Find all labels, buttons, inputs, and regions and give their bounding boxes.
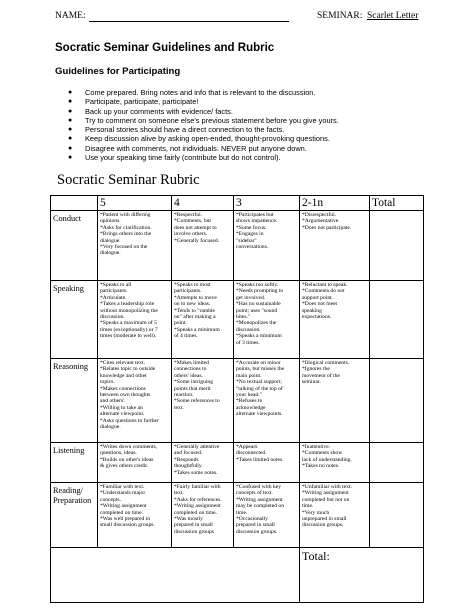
rubric-table — [50, 195, 424, 603]
rubric-cell-line: alternate viewpoints. — [236, 411, 283, 418]
rubric-category: Reasoning — [51, 359, 98, 443]
rubric-cell-line: *Disrespectful. — [302, 212, 337, 218]
rubric-cell-line: *Writes down comments, — [100, 444, 158, 450]
rubric-cell-line: disconnected. — [236, 450, 267, 457]
rubric-cell-line: and focused. — [174, 450, 203, 457]
rubric-cell-line: concepts. — [100, 496, 121, 503]
rubric-cell-line: involve others. — [174, 231, 208, 238]
rubric-cell-line: dialogue. — [100, 250, 121, 257]
rubric-cell-line: movement of the — [302, 372, 340, 379]
guideline-text: Personal stories should have a direct connection to the facts. — [85, 125, 285, 135]
rubric-cell-line: completed on time. — [174, 509, 218, 516]
rubric-row-reading-preparation — [51, 483, 424, 548]
rubric-cell-line: *Brings others into the — [100, 231, 152, 238]
rubric-cell-line: times (moderate to well). — [100, 333, 157, 340]
grand-total-label[interactable]: Total: — [300, 548, 424, 603]
guideline-text: Keep discussion alive by asking open-ended, thought-provoking questions. — [85, 134, 330, 144]
rubric-cell-line: dialogue. — [100, 237, 121, 244]
rubric-cell-line: *Tends to "ramble — [174, 307, 216, 314]
header-line — [55, 11, 435, 25]
rubric-cell-line: *Understands major — [100, 490, 146, 497]
guideline-item — [68, 134, 448, 143]
rubric-cell-line: *Does not participate. — [302, 224, 352, 231]
rubric-cell-line: *Occasionally — [236, 516, 268, 523]
rubric-cell — [300, 443, 370, 483]
rubric-cell-line: *Makes limited — [174, 360, 209, 366]
rubric-category-line: Reading/ — [53, 486, 83, 495]
rubric-cell-line: *Appears — [236, 444, 258, 450]
rubric-cell-line: may be completed on — [236, 503, 284, 510]
rubric-cell-line: *Ignores the — [302, 366, 330, 373]
rubric-cell-line: time. — [302, 503, 314, 510]
rubric-cell — [172, 483, 234, 548]
rubric-cell-line: *Does not meet — [302, 301, 338, 308]
rubric-cell-line: discussion. — [100, 314, 125, 321]
guideline-item — [68, 97, 448, 106]
rubric-cell-line: *Takes no notes. — [302, 463, 340, 470]
rubric-cell — [172, 211, 234, 281]
rubric-cell-line: reaction. — [174, 392, 194, 399]
rubric-cell-line: prepared in small — [174, 522, 213, 529]
guideline-item — [68, 125, 448, 134]
rubric-cell — [98, 281, 172, 359]
rubric-cell-line: unprepared in small — [302, 516, 347, 523]
rubric-cell-line: *Speaks to all — [100, 282, 132, 288]
rubric-cell — [98, 359, 172, 443]
seminar-label: SEMINAR: — [317, 11, 363, 21]
rubric-cell-line: *Speaks a minimum — [174, 326, 220, 333]
rubric-cell-line: *Some intriguing — [174, 379, 214, 386]
guideline-text: Back up your comments with evidence/ facts. — [85, 106, 233, 116]
rubric-cell-line: points, but misses the — [236, 366, 285, 373]
rubric-cell-line: *Engages in — [236, 231, 264, 238]
rubric-cell-line: *Was mostly — [174, 516, 203, 523]
guideline-text: Come prepared. Bring notes and info that is relevant to the discussion. — [85, 88, 316, 97]
guideline-item — [68, 88, 448, 97]
rubric-cell-line: *Inattentive. — [302, 444, 331, 450]
rubric-cell-line: *Articulate. — [100, 294, 127, 301]
rubric-cell-line: main point. — [236, 372, 262, 379]
guideline-item — [68, 153, 448, 162]
rubric-header-row — [51, 196, 424, 211]
rubric-total-cell[interactable] — [370, 483, 424, 548]
rubric-cell-line: *Monopolizes the — [236, 320, 277, 327]
rubric-header-2-1n: 2-1n — [300, 196, 370, 211]
rubric-cell-line: *Confused with key — [236, 484, 282, 490]
rubric-cell-line: text. — [174, 404, 184, 411]
rubric-cell-line: discussion groups. — [236, 528, 278, 535]
rubric-cell-line: *Comments show — [302, 450, 343, 457]
rubric-cell-line: completed but not on — [302, 496, 350, 503]
rubric-category: Listening — [51, 443, 98, 483]
rubric-cell — [234, 483, 300, 548]
rubric-cell-line: *Argumentative. — [302, 218, 340, 225]
rubric-cell-line: conversations. — [236, 244, 269, 251]
rubric-cell — [98, 443, 172, 483]
rubric-cell-line: and others'. — [100, 398, 126, 405]
rubric-cell — [234, 211, 300, 281]
rubric-cell — [300, 211, 370, 281]
rubric-cell-line: alternate viewpoint. — [100, 411, 145, 418]
guideline-item — [68, 107, 448, 116]
rubric-cell — [172, 443, 234, 483]
rubric-cell-line: get involved. — [236, 294, 266, 301]
rubric-row-speaking — [51, 281, 424, 359]
rubric-cell-line: *Reluctant to speak. — [302, 282, 348, 288]
name-blank-line — [89, 21, 289, 22]
rubric-cell-line: *Participates but — [236, 212, 274, 218]
rubric-cell-line: "talking of the top of — [236, 385, 283, 392]
rubric-cell-line: participants. — [174, 288, 202, 295]
rubric-cell — [234, 443, 300, 483]
rubric-cell-line: connections to — [174, 366, 207, 373]
rubric-cell-line: *Speaks a minimum — [236, 333, 282, 340]
rubric-cell-line: small discussion groups. — [100, 522, 155, 529]
rubric-cell-line: discussion groups — [174, 528, 214, 535]
rubric-cell-line: *Comments, but — [174, 218, 211, 225]
guideline-text: Use your speaking time fairly (contribute but do not control). — [85, 153, 281, 163]
rubric-cell-line: *Speaks too softly. — [236, 282, 279, 288]
bullet-icon: ● — [68, 98, 73, 106]
guideline-text: Try to comment on someone else's previous statement before you give yours. — [85, 115, 339, 125]
rubric-cell-line: *Responds — [174, 456, 199, 463]
rubric-cell-line: *Asks for clarification. — [100, 224, 152, 231]
rubric-cell-line: *Patient with differing — [100, 212, 151, 218]
rubric-cell-line: lack of understanding. — [302, 456, 352, 463]
rubric-row-listening — [51, 443, 424, 483]
rubric-header-4: 4 — [172, 196, 234, 211]
rubric-title: Socratic Seminar Rubric — [57, 172, 200, 188]
guideline-item — [68, 116, 448, 125]
rubric-header-5: 5 — [98, 196, 172, 211]
bullet-icon: ● — [68, 107, 73, 115]
rubric-cell-line: support point. — [302, 294, 334, 301]
rubric-cell-line: *Very focused on the — [100, 244, 148, 251]
rubric-cell-line: *Attempts to move — [174, 294, 217, 301]
rubric-cell-line: *Willing to take an — [100, 404, 143, 411]
bullet-icon: ● — [68, 144, 73, 152]
rubric-cell-line: *Has no sustainable — [236, 301, 281, 308]
rubric-cell-line: *Fairly familiar with — [174, 484, 221, 490]
rubric-category: Speaking — [51, 281, 98, 359]
rubric-cell-line: *Writing assignment — [236, 496, 283, 503]
rubric-cell-line: speaking — [302, 307, 322, 314]
bullet-icon: ● — [68, 126, 73, 134]
rubric-cell-line: expectations. — [302, 314, 332, 321]
rubric-cell-line: text. — [174, 490, 184, 497]
rubric-total-cell[interactable] — [370, 443, 424, 483]
rubric-cell-line: *Very much — [302, 509, 330, 516]
rubric-cell — [300, 359, 370, 443]
rubric-header-3: 3 — [234, 196, 300, 211]
rubric-cell-line: *Speaks a maximum of 5 — [100, 320, 157, 327]
rubric-cell-line: *Relates topic to outside — [100, 366, 156, 373]
rubric-cell-line: *Writing assignment — [302, 490, 349, 497]
rubric-cell-line: *Takes limited notes. — [236, 456, 284, 463]
rubric-cell-line: participants. — [100, 288, 128, 295]
rubric-cell — [234, 359, 300, 443]
bullet-icon: ● — [68, 116, 73, 124]
rubric-cell-line: discussion. — [236, 326, 261, 333]
rubric-cell-line: *Speaks to most — [174, 282, 211, 288]
rubric-cell-line: & gives others credit. — [100, 463, 149, 470]
rubric-total-row — [51, 548, 424, 603]
rubric-header-total: Total — [370, 196, 424, 211]
rubric-cell-line: shows impatience. — [236, 218, 278, 225]
rubric-cell-line: points that merit — [174, 385, 211, 392]
rubric-cell — [98, 483, 172, 548]
bullet-icon: ● — [68, 154, 73, 162]
rubric-total-cell[interactable] — [370, 281, 424, 359]
rubric-cell-line: *Writing assignment — [174, 503, 221, 510]
bullet-icon: ● — [68, 135, 73, 143]
rubric-cell — [300, 281, 370, 359]
rubric-cell — [300, 483, 370, 548]
page-title: Socratic Seminar Guidelines and Rubric — [55, 42, 275, 54]
rubric-cell-line: *Some references to — [174, 398, 220, 405]
rubric-cell-line: point; uses "sound — [236, 307, 278, 314]
rubric-cell-line: on to new ideas. — [174, 301, 211, 308]
rubric-cell-line: *Makes connections — [100, 385, 146, 392]
rubric-header-blank — [51, 196, 98, 211]
rubric-cell-line: *Generally focused. — [174, 237, 220, 244]
rubric-cell-line: *Writing assignment — [100, 503, 147, 510]
rubric-cell-line: times (exceptionally) or 7 — [100, 326, 158, 333]
rubric-cell — [172, 281, 234, 359]
guideline-text: Participate, participate, participate! — [85, 97, 199, 107]
rubric-cell-line: *Respectful. — [174, 212, 203, 218]
rubric-row-conduct — [51, 211, 424, 281]
rubric-cell-line: without monopolizing the — [100, 307, 158, 314]
name-label: NAME: — [55, 11, 86, 21]
rubric-cell-line: concepts of text. — [236, 490, 273, 497]
rubric-cell-line: acknowledge — [236, 404, 266, 411]
rubric-cell-line: *Familiar with text. — [100, 484, 145, 490]
rubric-cell-line: *Unfamiliar with text. — [302, 484, 352, 490]
rubric-cell-line: discussion groups. — [302, 522, 344, 529]
rubric-cell — [234, 281, 300, 359]
rubric-cell — [172, 359, 234, 443]
rubric-total-cell[interactable] — [370, 211, 424, 281]
rubric-cell-line: point. — [174, 320, 187, 327]
seminar-value: Scarlet Letter — [367, 11, 419, 21]
rubric-cell-line: *Asks questions to further — [100, 417, 159, 424]
rubric-cell-line: opinions. — [100, 218, 121, 225]
rubric-cell-line: *Needs prompting to — [236, 288, 284, 295]
rubric-cell-line: *Was well prepared in — [100, 516, 151, 523]
rubric-cell-line: on" after making a — [174, 314, 216, 321]
rubric-cell-line: time. — [236, 509, 248, 516]
bullet-icon: ● — [68, 89, 73, 96]
rubric-cell-line: *Asks for references. — [174, 496, 222, 503]
rubric-total-cell[interactable] — [370, 359, 424, 443]
rubric-cell-line: *Illogical comments. — [302, 360, 350, 366]
rubric-cell-line: bites." — [236, 314, 251, 321]
rubric-category: Conduct — [51, 211, 98, 281]
rubric-cell-line: of 3 times. — [236, 339, 260, 346]
rubric-cell-line: "sidebar" — [236, 237, 257, 244]
rubric-cell-line: dialogue. — [100, 424, 121, 431]
rubric-cell-line: of 4 times. — [174, 333, 198, 340]
rubric-row-reasoning — [51, 359, 424, 443]
guideline-item — [68, 144, 448, 153]
rubric-cell-line: does not attempt to — [174, 224, 217, 231]
rubric-cell-line: *Accurate on minor — [236, 360, 281, 366]
guidelines-list — [68, 88, 448, 162]
guidelines-heading: Guidelines for Participating — [55, 66, 181, 77]
rubric-cell-line: prepared in small — [236, 522, 275, 529]
rubric-cell-line: *Cites relevant text. — [100, 360, 145, 366]
rubric-cell-line: questions, ideas. — [100, 450, 137, 457]
rubric-cell-line: *Generally attentive — [174, 444, 220, 450]
rubric-cell-line: *Builds on other's ideas — [100, 456, 154, 463]
rubric-cell-line: *Takes some notes. — [174, 469, 218, 476]
rubric-cell-line: knowledge and other — [100, 372, 147, 379]
rubric-cell-line: thoughtfully. — [174, 463, 203, 470]
rubric-cell-line: *Some focus. — [236, 224, 267, 231]
rubric-cell — [98, 211, 172, 281]
guideline-text: Disagree with comments, not individuals. NEVER put anyone down. — [85, 143, 307, 153]
rubric-cell-line: *Comments do not — [302, 288, 345, 295]
rubric-cell-line: others' ideas. — [174, 372, 203, 379]
rubric-cell-line: *Refuses to — [236, 398, 263, 405]
rubric-cell-line: completed on time. — [100, 509, 144, 516]
rubric-category — [51, 483, 98, 548]
rubric-cell-line: *No textual support; — [236, 379, 282, 386]
rubric-cell-line: between own thoughts — [100, 392, 151, 399]
rubric-cell-line: your head." — [236, 392, 262, 399]
rubric-category-line: Preparation — [53, 496, 92, 505]
rubric-cell-line: seminar. — [302, 379, 321, 386]
rubric-cell-line: topics. — [100, 379, 115, 386]
rubric-cell-line: *Takes a leadership role — [100, 301, 155, 308]
rubric-total-spacer — [51, 548, 300, 603]
